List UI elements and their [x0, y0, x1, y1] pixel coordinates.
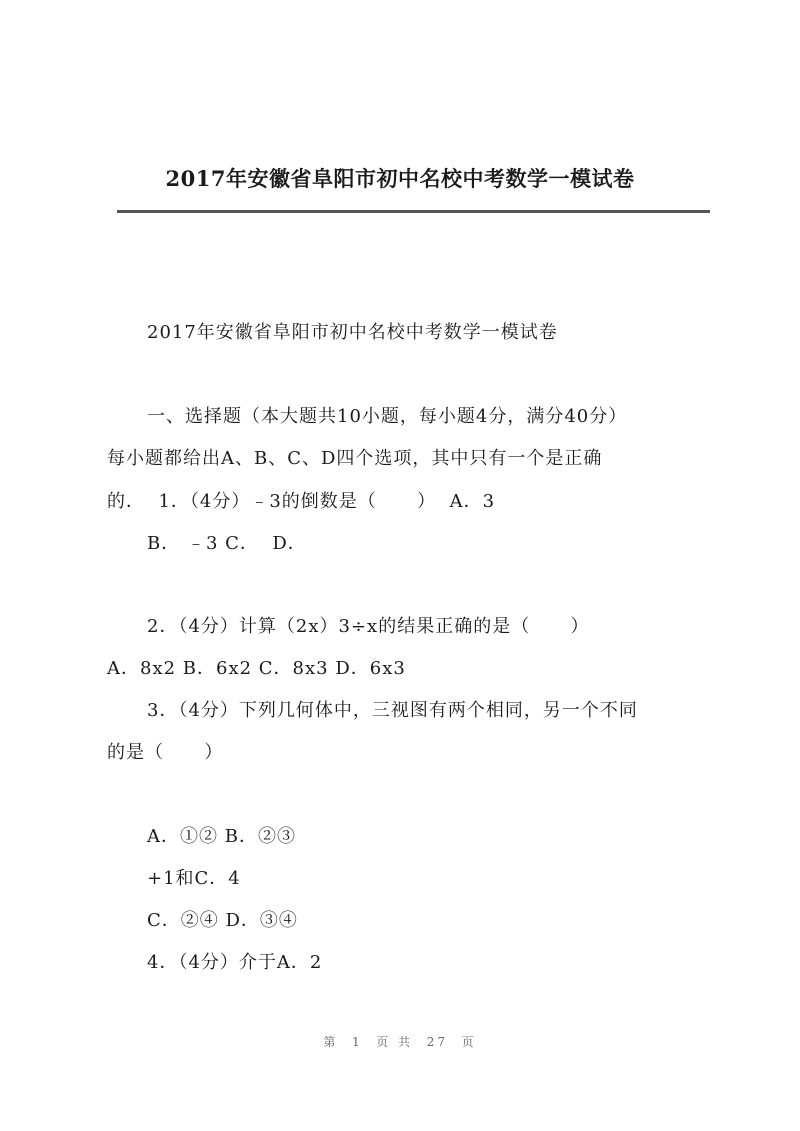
header-divider [117, 210, 710, 213]
body-title: 2017年安徽省阜阳市初中名校中考数学一模试卷 [147, 322, 558, 343]
question-2-line: 2．（4分）计算（2x）3÷x的结果正确的是（ ） [147, 616, 590, 637]
question-4-line: 4．（4分）介于A．2 [147, 952, 323, 973]
question-3-continuation-line: 的是（ ） [107, 742, 224, 763]
question-3-options-line-1: A．①② B．②③ [147, 826, 296, 847]
question-1-line: 的． 1．（4分）﹣3的倒数是（ ） A．3 [107, 491, 496, 512]
question-2-options-line: A．8x2 B．6x2 C．8x3 D．6x3 [107, 658, 406, 679]
fragment-line: +1和C．4 [147, 868, 241, 889]
question-1-options-line: B． ﹣3 C． D． [147, 533, 307, 554]
section-instruction-line: 每小题都给出A、B、C、D四个选项，其中只有一个是正确 [107, 448, 603, 469]
document-title: 2017年安徽省阜阳市初中名校中考数学一模试卷 [165, 166, 635, 191]
section-heading-line: 一、选择题（本大题共10小题，每小题4分，满分40分） [147, 406, 628, 427]
question-3-line: 3．（4分）下列几何体中，三视图有两个相同，另一个不同 [147, 700, 638, 721]
question-3-options-line-2: C．②④ D．③④ [147, 910, 298, 931]
page-number-footer: 第 1 页 共 27 页 [323, 1035, 477, 1049]
